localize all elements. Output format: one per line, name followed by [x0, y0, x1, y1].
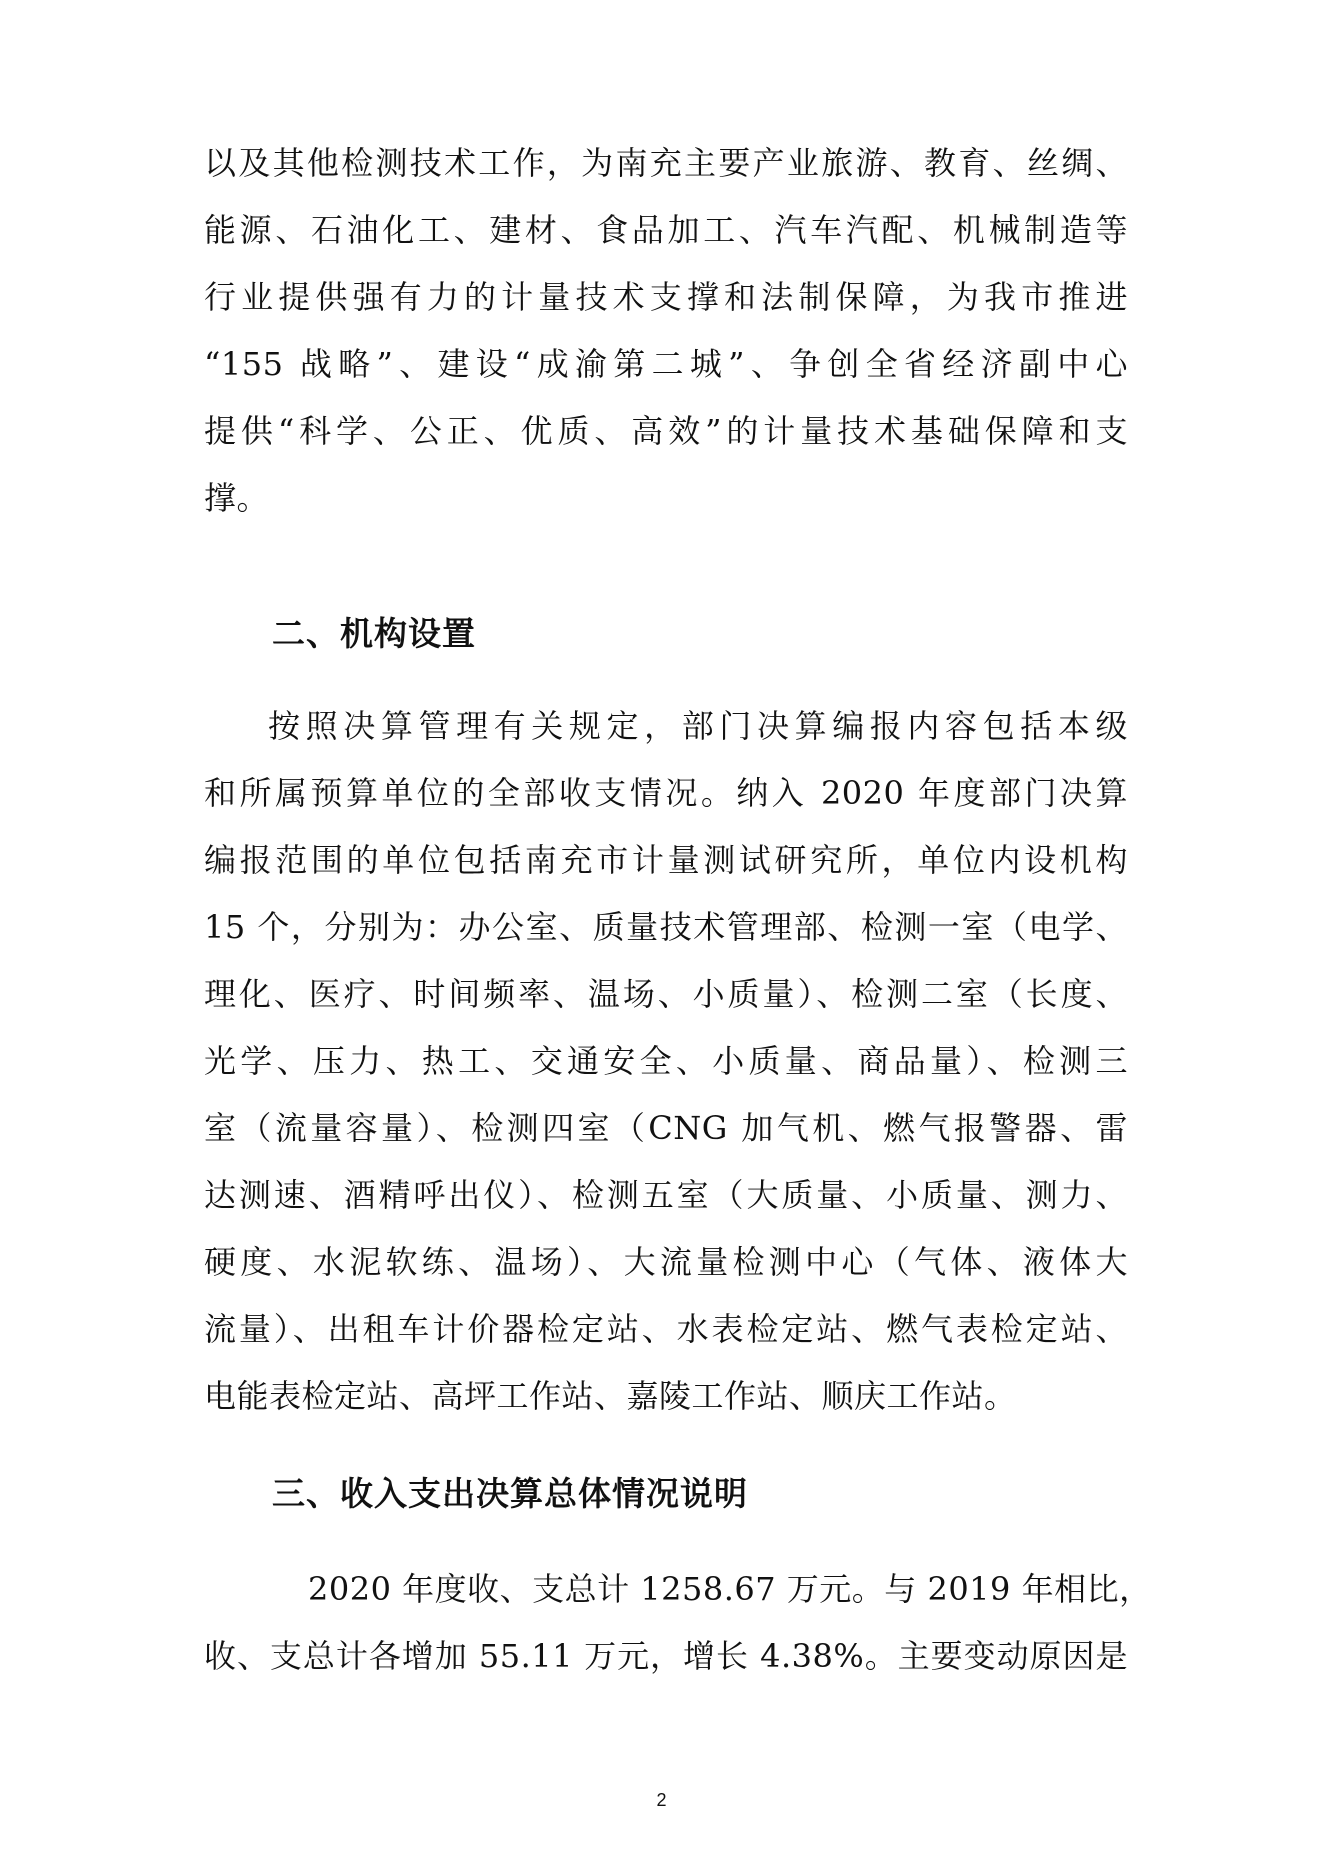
paragraph-line: 电能表检定站、高坪工作站、嘉陵工作站、顺庆工作站。: [204, 1377, 1017, 1415]
paragraph-line: 达测速、酒精呼出仪）、检测五室（大质量、小质量、测力、: [204, 1176, 1128, 1214]
section-heading-institution: 二、机构设置: [272, 614, 476, 653]
page-number: 2: [656, 1790, 667, 1810]
paragraph-line: 提供“科学、公正、优质、高效”的计量技术基础保障和支: [204, 412, 1128, 450]
paragraph-line: 编报范围的单位包括南充市计量测试研究所，单位内设机构: [204, 841, 1128, 879]
paragraph-line: 按照决算管理有关规定，部门决算编报内容包括本级: [268, 707, 1128, 745]
paragraph-line: 行业提供强有力的计量技术支撑和法制保障，为我市推进: [204, 278, 1128, 316]
paragraph-line: 硬度、水泥软练、温场）、大流量检测中心（气体、液体大: [204, 1243, 1128, 1281]
paragraph-line: 以及其他检测技术工作，为南充主要产业旅游、教育、丝绸、: [204, 144, 1128, 182]
paragraph-line: 理化、医疗、时间频率、温场、小质量）、检测二室（长度、: [204, 975, 1128, 1013]
institution-paragraph: [204, 693, 1128, 1430]
paragraph-line: 15 个，分别为：办公室、质量技术管理部、检测一室（电学、: [204, 908, 1128, 946]
paragraph-line: 2020 年度收、支总计 1258.67 万元。与 2019 年相比，: [308, 1570, 1152, 1608]
paragraph-line: 能源、石油化工、建材、食品加工、汽车汽配、机械制造等: [204, 211, 1128, 249]
income-expense-paragraph: [204, 1556, 1152, 1690]
section-heading-income-expense: 三、收入支出决算总体情况说明: [272, 1474, 748, 1513]
paragraph-line: 收、支总计各增加 55.11 万元，增长 4.38%。主要变动原因是: [204, 1637, 1128, 1675]
paragraph-line: 流量）、出租车计价器检定站、水表检定站、燃气表检定站、: [204, 1310, 1128, 1348]
continuation-paragraph: [204, 130, 1128, 532]
paragraph-line: “155 战略”、建设“成渝第二城”、争创全省经济副中心: [204, 345, 1128, 383]
paragraph-line: 光学、压力、热工、交通安全、小质量、商品量）、检测三: [204, 1042, 1128, 1080]
paragraph-line: 和所属预算单位的全部收支情况。纳入 2020 年度部门决算: [204, 774, 1128, 812]
paragraph-line: 撑。: [204, 479, 270, 517]
paragraph-line: 室（流量容量）、检测四室（CNG 加气机、燃气报警器、雷: [204, 1109, 1128, 1147]
